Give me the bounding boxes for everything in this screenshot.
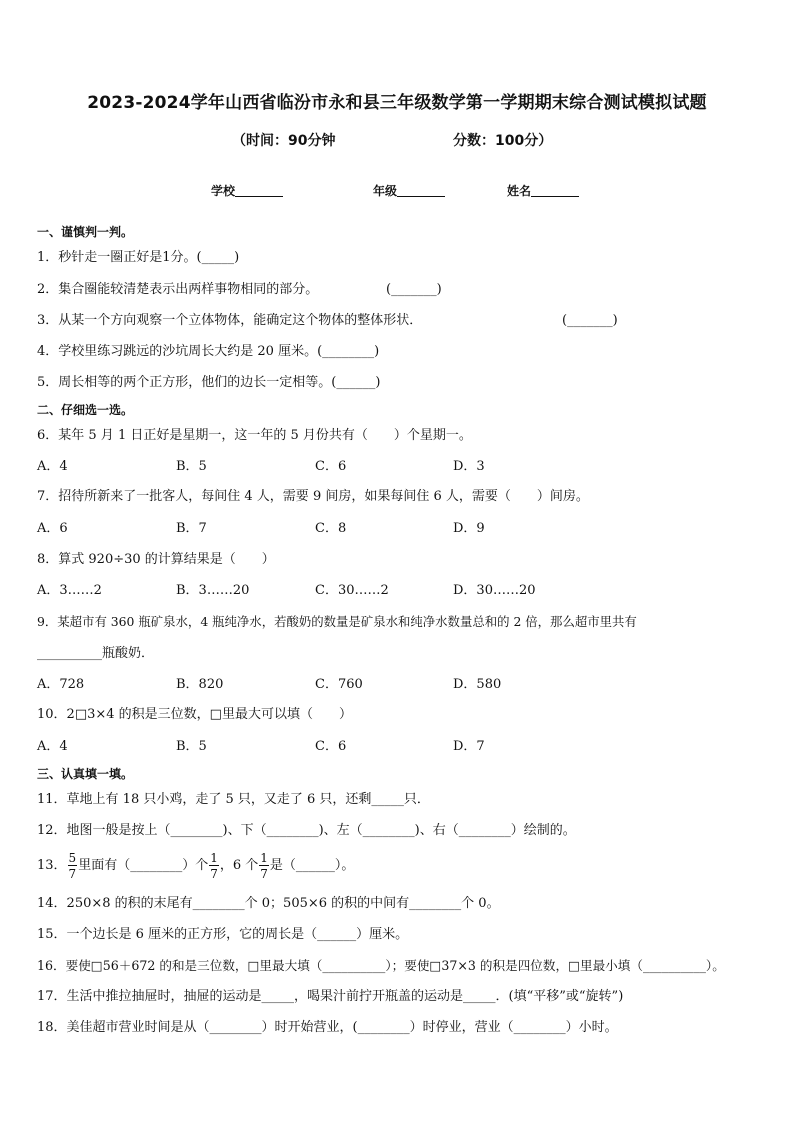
q13-frac3-denominator: 7	[260, 866, 268, 881]
q8-option-b[interactable]: B．3……20	[176, 583, 250, 598]
question-14: 14．250×8 的积的末尾有________个 0；505×6 的积的中间有________个 0。	[37, 896, 500, 911]
question-7: 7．招待所新来了一批客人，每间住 4 人，需要 9 间房，如果每间住 6 人，需要（ ）间房。	[37, 489, 589, 504]
q13-frac3-numerator: 1	[260, 850, 268, 865]
q6-option-d[interactable]: D．3	[453, 459, 485, 474]
grade-blank[interactable]	[397, 184, 445, 197]
q7-option-c[interactable]: C．8	[315, 521, 347, 536]
grade-field	[373, 182, 445, 199]
question-6: 6．某年 5 月 1 日正好是星期一，这一年的 5 月份共有（ ）个星期一。	[37, 428, 472, 443]
q13-text-1: 里面有（________）个	[78, 858, 209, 873]
q7-option-a[interactable]: A．6	[37, 521, 68, 536]
q10-option-c[interactable]: C．6	[315, 739, 347, 754]
q7-option-b[interactable]: B．7	[176, 521, 207, 536]
question-8: 8．算式 920÷30 的计算结果是（ ）	[37, 552, 275, 567]
school-blank[interactable]	[235, 184, 283, 197]
q9-option-c[interactable]: C．760	[315, 677, 363, 692]
question-5: 5．周长相等的两个正方形，他们的边长一定相等。(______)	[37, 375, 381, 390]
q13-fraction-1-7-b	[259, 852, 269, 880]
name-blank[interactable]	[531, 184, 579, 197]
section-heading-choose: 二、仔细选一选。	[37, 403, 134, 417]
q13-fraction-5-7	[68, 852, 78, 880]
question-18: 18．美佳超市营业时间是从（________）时开始营业，(________）时停业，营业（________）小时。	[37, 1020, 618, 1035]
question-11: 11．草地上有 18 只小鸡，走了 5 只，又走了 6 只，还剩_____只．	[37, 792, 430, 807]
q10-option-b[interactable]: B．5	[176, 739, 207, 754]
question-1: 1．秒针走一圈正好是1分。(_____)	[37, 250, 240, 265]
q10-option-d[interactable]: D．7	[453, 739, 485, 754]
q10-option-a[interactable]: A．4	[37, 739, 68, 754]
question-9-blank[interactable]: __________瓶酸奶．	[37, 646, 155, 661]
q13-frac2-denominator: 7	[210, 866, 218, 881]
q13-text-3: 是（______）。	[269, 858, 355, 873]
q6-option-a[interactable]: A．4	[37, 459, 68, 474]
q8-option-a[interactable]: A．3……2	[37, 583, 102, 598]
q13-frac1-numerator: 5	[68, 850, 77, 865]
question-15: 15．一个边长是 6 厘米的正方形，它的周长是（______）厘米。	[37, 927, 409, 942]
question-3-answer-blank[interactable]: (_______)	[562, 313, 618, 328]
question-2-answer-blank[interactable]: (_______)	[386, 282, 442, 297]
question-16: 16．要使□56＋672 的和是三位数，□里最大填（__________）；要使□37×3 的积是四位数，□里最小填（__________）。	[37, 958, 725, 973]
question-4: 4．学校里练习跳远的沙坑周长大约是 20 厘米。(________)	[37, 344, 380, 359]
question-13	[37, 848, 774, 884]
exam-score: 分数：100分）	[453, 133, 553, 149]
name-label: 姓名	[507, 184, 532, 198]
q13-frac1-denominator: 7	[68, 866, 77, 881]
q6-option-b[interactable]: B．5	[176, 459, 207, 474]
q9-option-a[interactable]: A．728	[37, 677, 85, 692]
q9-option-d[interactable]: D．580	[453, 677, 502, 692]
question-3: 3．从某一个方向观察一个立体物体，能确定这个物体的整体形状．	[37, 313, 423, 328]
name-field	[507, 182, 579, 199]
section-heading-judge: 一、谨慎判一判。	[37, 225, 134, 239]
q6-option-c[interactable]: C．6	[315, 459, 347, 474]
question-10: 10．2□3×4 的积是三位数，□里最大可以填（ ）	[37, 707, 352, 722]
question-12: 12．地图一般是按上（________)、下（________)、左（________)、右（________）绘制的。	[37, 823, 576, 838]
section-heading-fill: 三、认真填一填。	[37, 767, 134, 781]
q7-option-d[interactable]: D．9	[453, 521, 485, 536]
q13-number: 13．	[37, 858, 67, 873]
q13-fraction-1-7-a	[209, 852, 219, 880]
grade-label: 年级	[373, 184, 398, 198]
q13-frac2-numerator: 1	[210, 850, 218, 865]
school-field	[211, 182, 283, 199]
question-9: 9．某超市有 360 瓶矿泉水，4 瓶纯净水，若酸奶的数量是矿泉水和纯净水数量总和的 2 倍，那么超市里共有	[37, 614, 637, 629]
school-label: 学校	[211, 184, 236, 198]
question-17: 17．生活中推拉抽屉时，抽屉的运动是_____，喝果汁前拧开瓶盖的运动是_____．(填“平移”或“旋转”)	[37, 989, 624, 1004]
q9-option-b[interactable]: B．820	[176, 677, 224, 692]
exam-time: （时间：90分钟	[232, 133, 336, 149]
page-title: 2023-2024学年山西省临汾市永和县三年级数学第一学期期末综合测试模拟试题	[87, 93, 707, 113]
q13-text-2: ，6 个	[219, 858, 259, 873]
q8-option-c[interactable]: C．30……2	[315, 583, 389, 598]
question-2: 2．集合圈能较清楚表示出两样事物相同的部分。	[37, 282, 319, 297]
q8-option-d[interactable]: D．30……20	[453, 583, 536, 598]
